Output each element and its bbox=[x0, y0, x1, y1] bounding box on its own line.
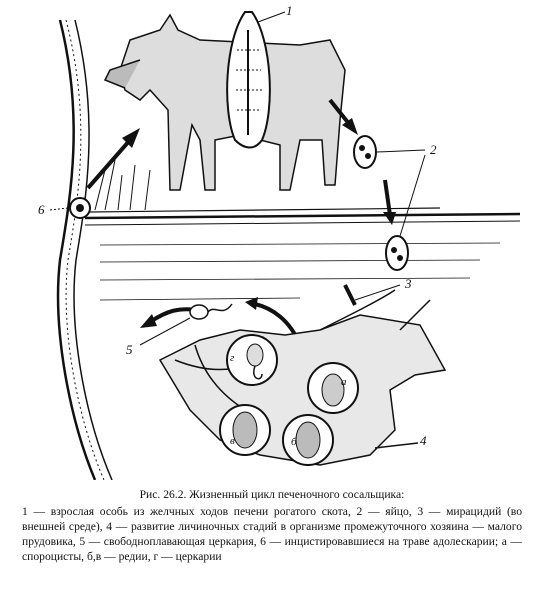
grass-stem bbox=[58, 20, 112, 480]
larval-stage-v bbox=[220, 405, 270, 455]
label-v: в bbox=[230, 435, 235, 447]
miracidium bbox=[345, 285, 400, 305]
label-g: г bbox=[230, 352, 235, 364]
water-surface bbox=[85, 214, 520, 300]
caption-body: 1 — взрослая особь из желчных ходов печени рогатого скота, 2 — яйцо, 3 — мирацидий (во внешней среде), 4 — развитие личиночных стадий в организме промежуточного хозяина — малого прудовика, 5 — свободноплавающая церкария, 6 — инцистировавшиеся на траве адолескарии; а — спороцисты, б,в — редии, г — церкарии bbox=[22, 505, 522, 563]
label-1: 1 bbox=[286, 3, 293, 18]
label-5: 5 bbox=[126, 342, 133, 357]
larval-stage-a bbox=[308, 363, 358, 413]
label-a: а bbox=[341, 376, 347, 388]
label-6: 6 bbox=[38, 202, 45, 217]
figure-caption bbox=[22, 487, 522, 564]
cow bbox=[105, 15, 345, 190]
larval-stage-g bbox=[227, 335, 277, 385]
label-b: б bbox=[291, 436, 297, 448]
label-2: 2 bbox=[430, 142, 437, 157]
caption-title: Рис. 26.2. Жизненный цикл печеночного сосальщика: bbox=[139, 488, 405, 501]
egg-on-land bbox=[354, 136, 425, 168]
label-3: 3 bbox=[405, 276, 412, 291]
label-4: 4 bbox=[420, 433, 427, 448]
